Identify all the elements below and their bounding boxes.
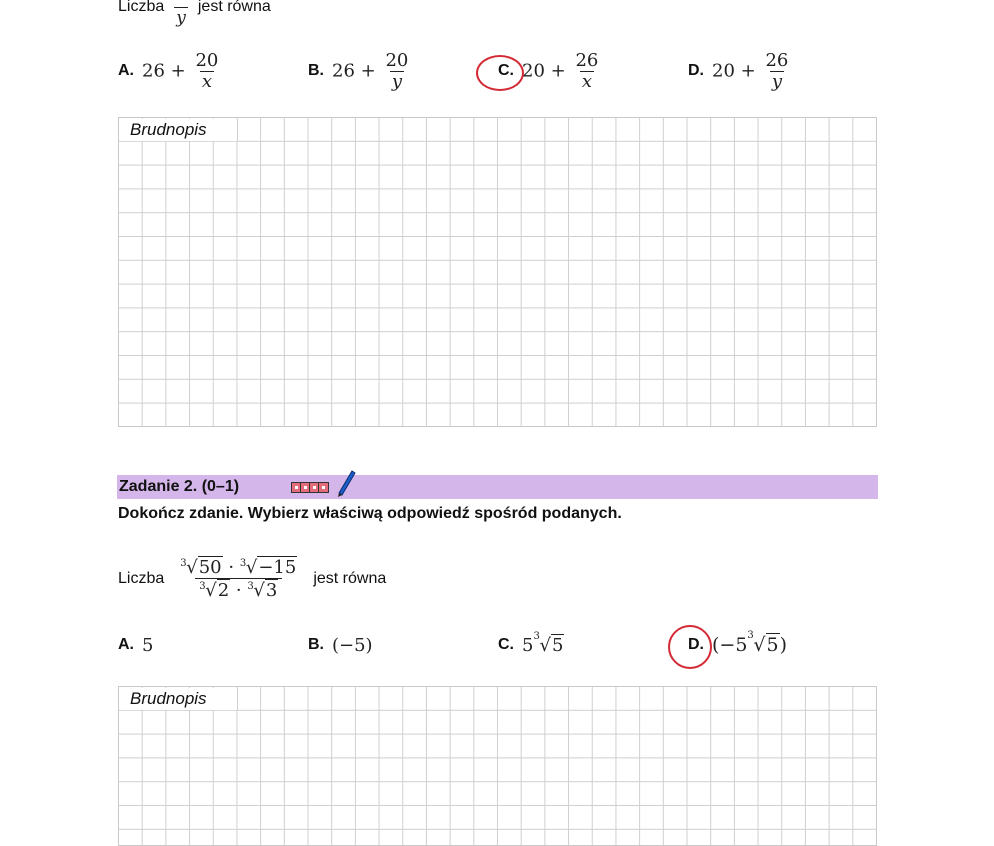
option-value: (−5)	[332, 634, 373, 656]
option-value: 26 + $\frac{20}{y}$	[332, 49, 409, 92]
scratch-grid-task1[interactable]	[118, 117, 877, 427]
option-letter: D.	[688, 636, 704, 653]
task1-option-d[interactable]	[688, 46, 792, 96]
scratch-grid-task2[interactable]	[118, 686, 877, 846]
task2-instruction: Dokończ zdanie. Wybierz właściwą odpowiedź spośród podanych.	[118, 505, 622, 522]
option-letter: C.	[498, 62, 514, 79]
task2-header-bar	[117, 475, 878, 499]
task2-prompt-suffix: jest równa	[313, 570, 387, 587]
task2-option-b[interactable]	[308, 620, 373, 670]
selection-circle-task2-d	[668, 625, 712, 669]
task2-title: Zadanie 2. (0–1)	[119, 478, 240, 495]
task2-option-c[interactable]	[498, 620, 564, 670]
task1-option-a[interactable]	[118, 46, 222, 96]
task1-option-b[interactable]	[308, 46, 412, 96]
task2-prompt-prefix: Liczba	[118, 570, 165, 587]
task1-prompt	[118, 0, 271, 28]
option-value: 5	[142, 634, 154, 656]
task2-expression: 3 √50 · 3 √−15 3 √2 · 3 √3	[180, 556, 297, 601]
option-letter: A.	[118, 62, 134, 79]
option-letter: D.	[688, 62, 704, 79]
task2-option-a[interactable]	[118, 620, 153, 670]
task1-prompt-prefix: Liczba	[118, 0, 165, 15]
scratch-label: Brudnopis	[120, 119, 238, 141]
scratch-label: Brudnopis	[120, 688, 238, 710]
option-value: 20 + $\frac{26}{x}$	[522, 49, 599, 92]
answer-boxes-icon	[291, 482, 329, 493]
option-value: 5 3 √5	[522, 630, 564, 656]
pen-icon	[335, 467, 357, 497]
option-letter: B.	[308, 62, 324, 79]
selection-circle-task1-c	[476, 55, 524, 91]
option-value: 20 + $\frac{26}{y}$	[712, 49, 789, 92]
option-letter: A.	[118, 636, 134, 653]
task2-prompt	[118, 550, 386, 608]
option-letter: B.	[308, 636, 324, 653]
option-value: (−5 3 √5)	[712, 630, 788, 656]
option-value: 26 + $\frac{20}{x}$	[142, 49, 219, 92]
task1-prompt-fraction: y	[176, 7, 186, 28]
task1-prompt-suffix: jest równa	[197, 0, 271, 15]
option-letter: C.	[498, 636, 514, 653]
